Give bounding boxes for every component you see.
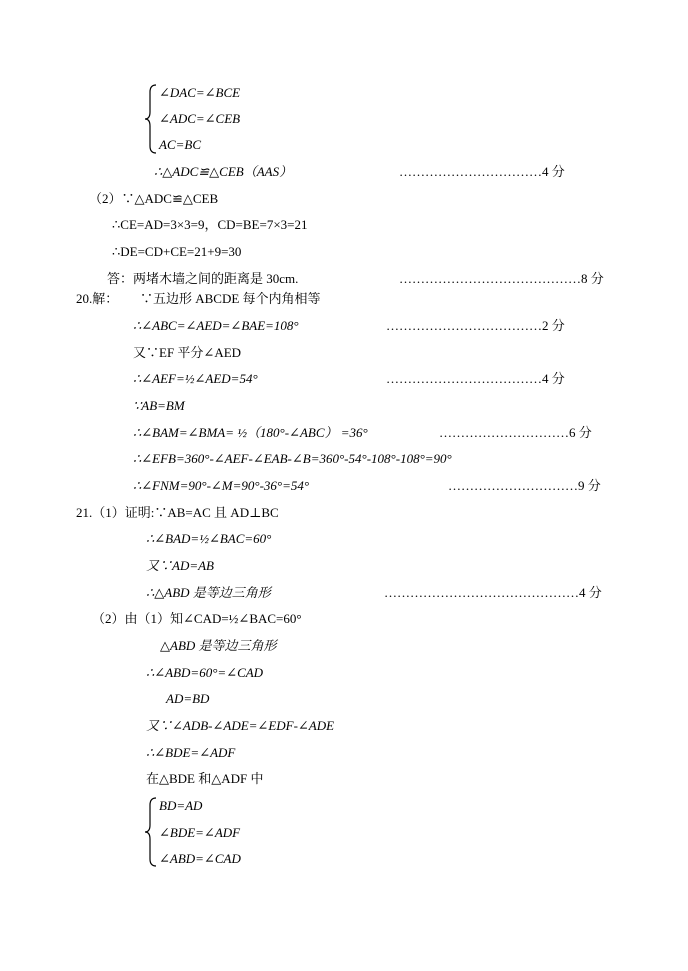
proof-line: （2）∵△ADC≌△CEB (89, 191, 219, 206)
proof-line: ∠ADC=∠CEB (159, 111, 241, 126)
proof-line: AD=BD (166, 691, 210, 706)
proof-line: ∴∠ABD=60°=∠CAD (146, 665, 264, 680)
proof-line: AC=BC (159, 137, 201, 152)
proof-line: ∴∠BAD=½∠BAC=60° (146, 531, 272, 546)
proof-line: △ABD 是等边三角形 (160, 638, 277, 653)
proof-line: 在△BDE 和△ADF 中 (146, 771, 264, 786)
proof-line: ∴∠BDE=∠ADF (146, 745, 236, 760)
proof-line: ∴∠FNM=90°-∠M=90°-36°=54° (133, 478, 310, 493)
proof-line: ∴∠AEF=½∠AED=54° (133, 371, 258, 386)
proof-line: ∠DAC=∠BCE (159, 85, 241, 100)
proof-line: 又∵AD=AB (146, 558, 214, 573)
score-mark: ………………………………4 分 (386, 371, 565, 386)
proof-line: ∴△ABD 是等边三角形 (146, 585, 271, 600)
proof-line: ∴∠BAM=∠BMA= ½（180°-∠ABC） =36° (133, 425, 368, 440)
proof-line: ∠BDE=∠ADF (159, 825, 241, 840)
score-mark: …………………………6 分 (439, 425, 592, 440)
brace-1 (144, 84, 158, 154)
proof-line: 答：两堵木墙之间的距离是 30cm. (107, 271, 299, 286)
score-mark: ……………………………………8 分 (399, 271, 604, 286)
proof-line: 又∵EF 平分∠AED (133, 345, 242, 360)
proof-line: ∴∠ABC=∠AED=∠BAE=108° (133, 318, 299, 333)
score-mark: ………………………………2 分 (386, 318, 565, 333)
proof-line: 又∵∠ADB-∠ADE=∠EDF-∠ADE (146, 718, 335, 733)
score-mark: ……………………………4 分 (399, 164, 565, 179)
proof-line: ∴CE=AD=3×3=9，CD=BE=7×3=21 (112, 217, 308, 232)
proof-line: 21.（1）证明:∵AB=AC 且 AD⊥BC (76, 505, 279, 520)
score-mark: …………………………9 分 (448, 478, 601, 493)
proof-line: ∴DE=CD+CE=21+9=30 (112, 244, 242, 259)
proof-line: （2）由（1）知∠CAD=½∠BAC=60° (92, 611, 302, 626)
proof-line: ∵五边形 ABCDE 每个内角相等 (140, 291, 321, 306)
score-mark: ………………………………………4 分 (384, 585, 602, 600)
proof-line: ∵AB=BM (133, 398, 185, 413)
proof-line: ∴∠EFB=360°-∠AEF-∠EAB-∠B=360°-54°-108°-108°=90° (133, 451, 452, 466)
proof-line: ∴△ADC≌△CEB（AAS） (154, 164, 293, 179)
question-number: 20.解： (76, 291, 119, 306)
proof-line: ∠ABD=∠CAD (159, 851, 241, 866)
brace-2 (144, 797, 158, 867)
proof-line: BD=AD (159, 798, 203, 813)
